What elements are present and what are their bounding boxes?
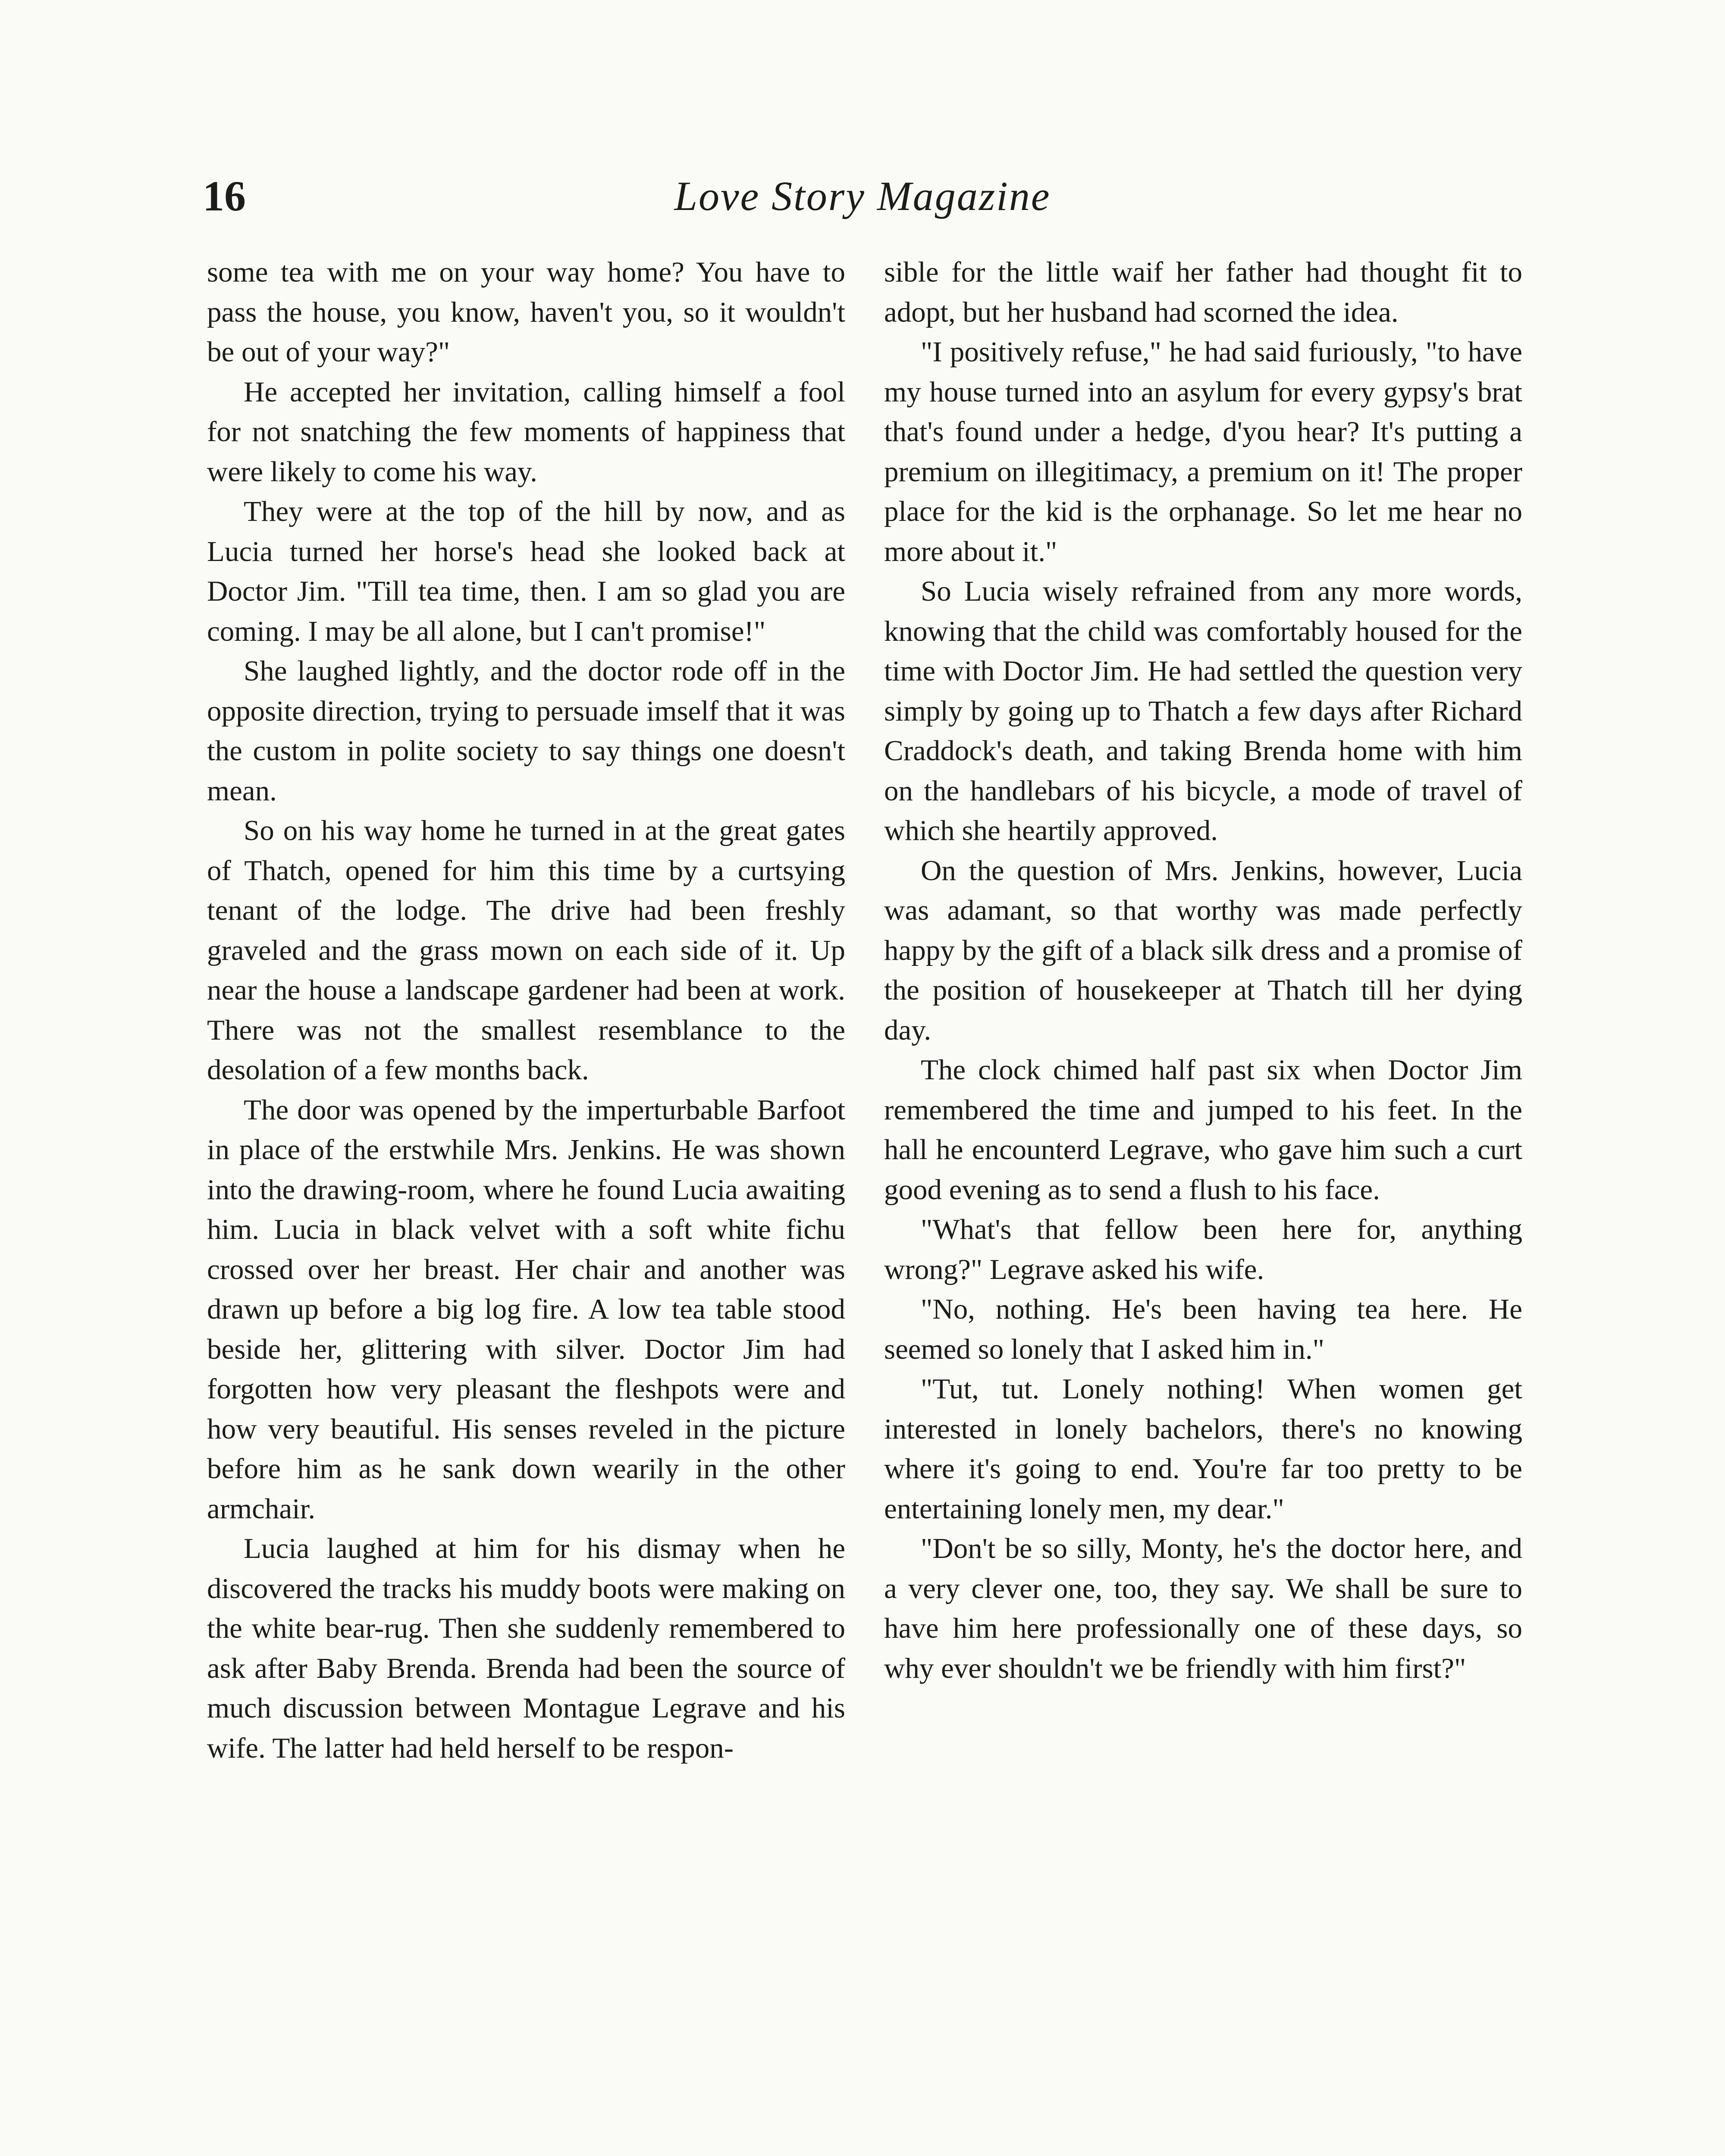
paragraph: "Tut, tut. Lonely nothing! When women get interested in lonely bachelors, there's no knowing where it's going to end. You're far too pretty to be entertaining lonely men, my dear." xyxy=(884,1373,1522,1525)
text-column-left xyxy=(207,252,845,1768)
paragraph: They were at the top of the hill by now, and as Lucia turned her horse's head she looked back at Doctor Jim. "Till tea time, then. I am so glad you are coming. I may be all alone, but I can't promise!" xyxy=(207,495,845,647)
paragraph: On the question of Mrs. Jenkins, however, Lucia was adamant, so that worthy was made perfectly happy by the gift of a black silk dress and a promise of the position of housekeeper at Thatch till her dying day. xyxy=(884,854,1522,1046)
paragraph: She laughed lightly, and the doctor rode off in the opposite direction, trying to persuade imself that it was the custom in polite society to say things one doesn't mean. xyxy=(207,655,845,807)
paragraph: "What's that fellow been here for, anything wrong?" Legrave asked his wife. xyxy=(884,1213,1522,1285)
paragraph: "Don't be so silly, Monty, he's the doctor here, and a very clever one, too, they say. We shall be sure to have him here professionally one of these days, so why ever shouldn't we be friendly with him first?" xyxy=(884,1532,1522,1684)
paragraph: He accepted her invitation, calling himself a fool for not snatching the few moments of happiness that were likely to come his way. xyxy=(207,376,845,488)
paragraph: The door was opened by the imperturbable Barfoot in place of the erstwhile Mrs. Jenkins. He was shown into the drawing-room, where he found Lucia awaiting him. Lucia in black velvet with a soft white fichu crossed over her breast. Her chair and another was drawn up before a big log fire. A low tea table stood beside her, glittering with silver. Doctor Jim had forgotten how very pleasant the fleshpots were and how very beautiful. His senses reveled in the picture before him as he sank down wearily in the other armchair. xyxy=(207,1094,845,1525)
text-column-right xyxy=(884,252,1522,1688)
paragraph: Lucia laughed at him for his dismay when he discovered the tracks his muddy boots were making on the white bear-rug. Then she suddenly remembered to ask after Baby Brenda. Brenda had been the source of much discussion between Montague Legrave and his wife. The latter had held herself to be respon- xyxy=(207,1532,845,1764)
running-title: Love Story Magazine xyxy=(674,173,1051,219)
page-header xyxy=(203,166,1522,235)
page-number: 16 xyxy=(203,172,246,220)
paragraph: sible for the little waif her father had thought fit to adopt, but her husband had scorned the idea. xyxy=(884,256,1522,328)
paragraph: "I positively refuse," he had said furiously, "to have my house turned into an asylum for every gypsy's brat that's found under a hedge, d'you hear? It's putting a premium on illegitimacy, a premium on it! The proper place for the kid is the orphanage. So let me hear no more about it." xyxy=(884,336,1522,567)
paragraph: some tea with me on your way home? You have to pass the house, you know, haven't you, so it wouldn't be out of your way?" xyxy=(207,256,845,368)
paragraph: The clock chimed half past six when Doctor Jim remembered the time and jumped to his feet. In the hall he encounterd Legrave, who gave him such a curt good evening as to send a flush to his face. xyxy=(884,1054,1522,1206)
paragraph: So Lucia wisely refrained from any more words, knowing that the child was comfortably housed for the time with Doctor Jim. He had settled the question very simply by going up to Thatch a few days after Richard Craddock's death, and taking Brenda home with him on the handlebars of his bicycle, a mode of travel of which she heartily approved. xyxy=(884,575,1522,846)
paragraph: "No, nothing. He's been having tea here. He seemed so lonely that I asked him in." xyxy=(884,1293,1522,1365)
paragraph: So on his way home he turned in at the great gates of Thatch, opened for him this time by a curtsying tenant of the lodge. The drive had been freshly graveled and the grass mown on each side of it. Up near the house a landscape gardener had been at work. There was not the smallest resemblance to the desolation of a few months back. xyxy=(207,815,845,1086)
